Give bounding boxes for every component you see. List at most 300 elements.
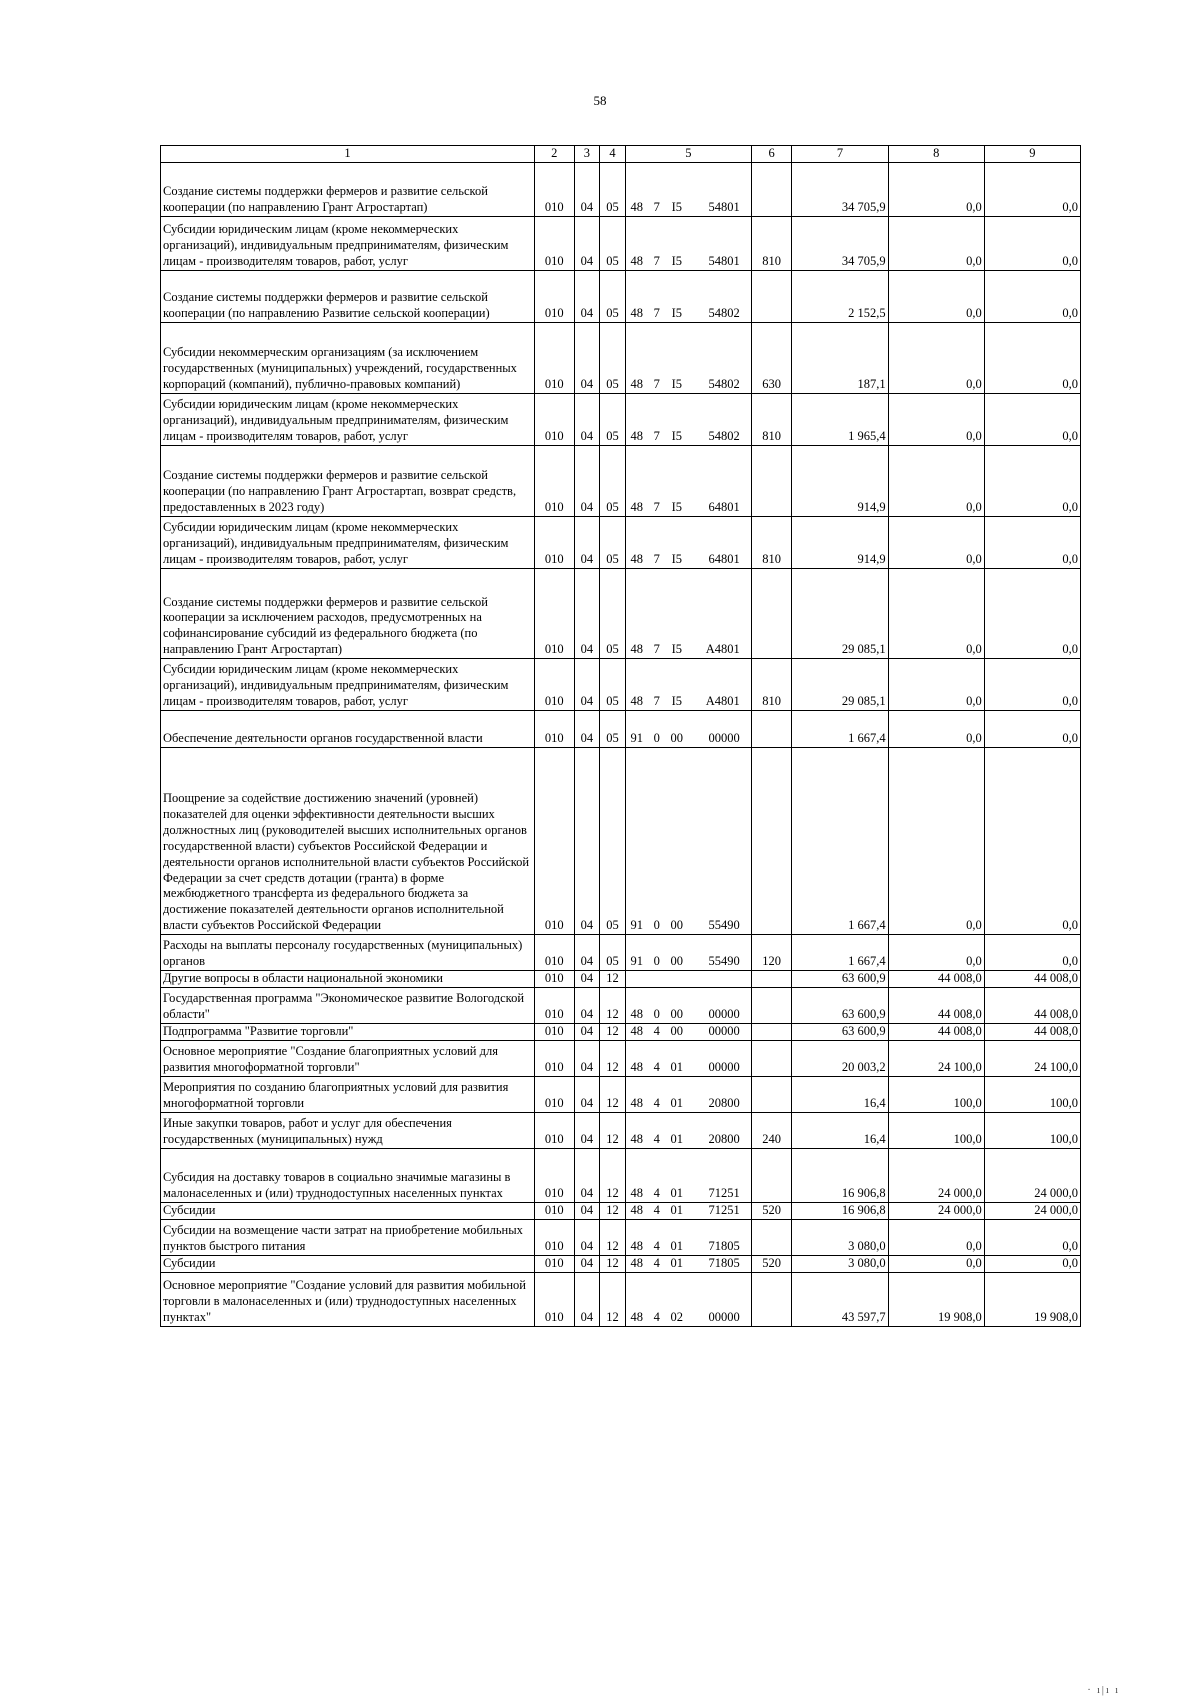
row-col-2: 010 — [534, 1273, 574, 1327]
row-col-7: 43 597,7 — [792, 1273, 888, 1327]
event-code: 01 — [670, 1096, 684, 1111]
target-article-code — [626, 1024, 751, 1040]
subprogram-code: 7 — [653, 254, 660, 269]
row-col-5 — [625, 1203, 751, 1220]
row-col-8: 44 008,0 — [888, 1024, 984, 1041]
row-col-2: 010 — [534, 1077, 574, 1113]
row-name: Создание системы поддержки фермеров и развитие сельской кооперации (по направлению Грант Агростартап, возврат средств, предоставленных в 2023 году) — [161, 446, 535, 517]
row-col-9: 0,0 — [984, 569, 1080, 659]
event-code: 00 — [670, 1024, 684, 1039]
target-article-code — [626, 552, 751, 568]
table-row — [161, 394, 1081, 446]
row-col-5 — [625, 971, 751, 988]
row-col-2: 010 — [534, 1220, 574, 1256]
row-col-5 — [625, 1220, 751, 1256]
direction-code: A4801 — [705, 642, 740, 657]
direction-code: 00000 — [708, 1060, 740, 1075]
target-article-code — [626, 377, 751, 393]
row-col-9: 0,0 — [984, 659, 1080, 711]
row-name: Субсидия на доставку товаров в социально значимые магазины в малонаселенных и (или) труднодоступных населенных пунктах — [161, 1149, 535, 1203]
row-col-7: 16 906,8 — [792, 1203, 888, 1220]
row-col-6: 240 — [751, 1113, 792, 1149]
row-col-4: 05 — [600, 569, 626, 659]
row-col-8: 0,0 — [888, 323, 984, 394]
row-col-8: 0,0 — [888, 394, 984, 446]
row-name: Основное мероприятие "Создание благоприятных условий для развития многоформатной торговли" — [161, 1041, 535, 1077]
table-row — [161, 1113, 1081, 1149]
row-col-3: 04 — [574, 659, 600, 711]
table-body — [161, 146, 1081, 1327]
event-code: 00 — [670, 1007, 684, 1022]
row-col-7: 914,9 — [792, 517, 888, 569]
target-article-code — [626, 954, 751, 970]
event-code: I5 — [671, 377, 682, 392]
row-col-3: 04 — [574, 1077, 600, 1113]
row-name: Субсидии — [161, 1203, 535, 1220]
event-code: 00 — [670, 954, 684, 969]
subprogram-code: 0 — [653, 1007, 660, 1022]
table-row — [161, 971, 1081, 988]
header-cell-3: 3 — [574, 146, 600, 163]
target-article-code — [626, 1132, 751, 1148]
row-col-9: 44 008,0 — [984, 971, 1080, 988]
direction-code: A4801 — [705, 694, 740, 709]
row-col-6 — [751, 971, 792, 988]
row-col-9: 0,0 — [984, 217, 1080, 271]
direction-code: 71805 — [708, 1239, 740, 1254]
direction-code: 54802 — [708, 429, 740, 444]
event-code: I5 — [671, 200, 682, 215]
row-col-8: 0,0 — [888, 569, 984, 659]
row-col-6: 630 — [751, 323, 792, 394]
table-row — [161, 748, 1081, 935]
program-code: 48 — [630, 429, 644, 444]
direction-code: 20800 — [708, 1096, 740, 1111]
row-name: Основное мероприятие "Создание условий для развития мобильной торговли в малонаселенных и (или) труднодоступных населенных пунктах" — [161, 1273, 535, 1327]
row-col-2: 010 — [534, 271, 574, 323]
row-col-9: 19 908,0 — [984, 1273, 1080, 1327]
subprogram-code: 7 — [653, 552, 660, 567]
direction-code: 55490 — [708, 954, 740, 969]
row-col-7: 3 080,0 — [792, 1220, 888, 1256]
row-col-5 — [625, 1041, 751, 1077]
row-col-6 — [751, 271, 792, 323]
row-col-3: 04 — [574, 988, 600, 1024]
program-code: 48 — [630, 1310, 644, 1325]
row-col-8: 44 008,0 — [888, 988, 984, 1024]
row-col-6 — [751, 1273, 792, 1327]
program-code: 48 — [630, 1024, 644, 1039]
event-code: I5 — [671, 306, 682, 321]
row-col-3: 04 — [574, 163, 600, 217]
row-name: Государственная программа "Экономическое развитие Вологодской области" — [161, 988, 535, 1024]
row-col-8: 0,0 — [888, 1256, 984, 1273]
row-col-5 — [625, 1149, 751, 1203]
direction-code: 64801 — [708, 552, 740, 567]
table-row — [161, 1203, 1081, 1220]
row-col-2: 010 — [534, 748, 574, 935]
target-article-code — [626, 500, 751, 516]
row-col-6: 520 — [751, 1256, 792, 1273]
direction-code: 00000 — [708, 731, 740, 746]
row-col-9: 24 000,0 — [984, 1149, 1080, 1203]
table-row — [161, 163, 1081, 217]
header-cell-2: 2 — [534, 146, 574, 163]
row-col-4: 12 — [600, 1041, 626, 1077]
row-col-3: 04 — [574, 394, 600, 446]
program-code: 48 — [630, 1060, 644, 1075]
row-col-2: 010 — [534, 1113, 574, 1149]
row-col-8: 0,0 — [888, 1220, 984, 1256]
row-col-5 — [625, 217, 751, 271]
row-col-6 — [751, 446, 792, 517]
row-col-6 — [751, 1024, 792, 1041]
row-col-5 — [625, 517, 751, 569]
row-col-9: 44 008,0 — [984, 1024, 1080, 1041]
subprogram-code: 4 — [653, 1256, 660, 1271]
program-code: 48 — [630, 306, 644, 321]
row-col-5 — [625, 748, 751, 935]
row-name: Субсидии юридическим лицам (кроме некоммерческих организаций), индивидуальным предпринимателям, физическим лицам - производителям товаров, работ, услуг — [161, 659, 535, 711]
row-col-6: 810 — [751, 659, 792, 711]
program-code: 91 — [630, 954, 644, 969]
row-col-3: 04 — [574, 569, 600, 659]
row-col-2: 010 — [534, 323, 574, 394]
row-col-2: 010 — [534, 711, 574, 748]
table-row — [161, 1149, 1081, 1203]
row-col-4: 05 — [600, 217, 626, 271]
target-article-code — [626, 642, 751, 658]
direction-code: 00000 — [708, 1310, 740, 1325]
table-row — [161, 1077, 1081, 1113]
direction-code: 54801 — [708, 254, 740, 269]
row-col-5 — [625, 935, 751, 971]
subprogram-code: 7 — [653, 306, 660, 321]
row-col-5 — [625, 446, 751, 517]
program-code: 48 — [630, 1007, 644, 1022]
row-col-8: 24 000,0 — [888, 1149, 984, 1203]
program-code: 48 — [630, 377, 644, 392]
table-row — [161, 711, 1081, 748]
table-row — [161, 988, 1081, 1024]
row-col-5 — [625, 1273, 751, 1327]
target-article-code — [626, 694, 751, 710]
direction-code: 20800 — [708, 1132, 740, 1147]
row-col-2: 010 — [534, 988, 574, 1024]
row-col-4: 12 — [600, 1024, 626, 1041]
row-col-2: 010 — [534, 659, 574, 711]
row-col-7: 1 667,4 — [792, 748, 888, 935]
event-code: I5 — [671, 500, 682, 515]
row-col-7: 63 600,9 — [792, 971, 888, 988]
program-code: 48 — [630, 200, 644, 215]
row-col-3: 04 — [574, 1220, 600, 1256]
header-cell-6: 6 — [751, 146, 792, 163]
row-name: Субсидии — [161, 1256, 535, 1273]
program-code: 91 — [630, 731, 644, 746]
event-code: I5 — [671, 429, 682, 444]
table-row — [161, 323, 1081, 394]
row-col-3: 04 — [574, 1203, 600, 1220]
event-code: 00 — [670, 918, 684, 933]
event-code: 01 — [670, 1186, 684, 1201]
direction-code: 00000 — [708, 1024, 740, 1039]
subprogram-code: 4 — [653, 1024, 660, 1039]
row-col-9: 0,0 — [984, 517, 1080, 569]
row-col-3: 04 — [574, 1273, 600, 1327]
row-col-2: 010 — [534, 517, 574, 569]
target-article-code — [626, 731, 751, 747]
row-col-2: 010 — [534, 1024, 574, 1041]
row-col-5 — [625, 569, 751, 659]
row-col-4: 05 — [600, 446, 626, 517]
subprogram-code: 7 — [653, 500, 660, 515]
row-name: Мероприятия по созданию благоприятных условий для развития многоформатной торговли — [161, 1077, 535, 1113]
target-article-code — [626, 254, 751, 270]
row-name: Субсидии юридическим лицам (кроме некоммерческих организаций), индивидуальным предпринимателям, физическим лицам - производителям товаров, работ, услуг — [161, 517, 535, 569]
row-col-4: 05 — [600, 935, 626, 971]
subprogram-code: 4 — [653, 1310, 660, 1325]
row-col-4: 12 — [600, 1077, 626, 1113]
row-col-7: 16,4 — [792, 1113, 888, 1149]
subprogram-code: 0 — [653, 954, 660, 969]
row-col-2: 010 — [534, 163, 574, 217]
header-cell-5: 5 — [625, 146, 751, 163]
subprogram-code: 0 — [653, 731, 660, 746]
row-col-7: 20 003,2 — [792, 1041, 888, 1077]
subprogram-code: 4 — [653, 1186, 660, 1201]
subprogram-code: 4 — [653, 1060, 660, 1075]
row-col-8: 0,0 — [888, 446, 984, 517]
target-article-code — [626, 1096, 751, 1112]
program-code: 48 — [630, 254, 644, 269]
row-col-7: 16,4 — [792, 1077, 888, 1113]
row-name: Создание системы поддержки фермеров и развитие сельской кооперации (по направлению Развитие сельской кооперации) — [161, 271, 535, 323]
row-col-7: 63 600,9 — [792, 1024, 888, 1041]
target-article-code — [626, 1186, 751, 1202]
row-col-5 — [625, 1256, 751, 1273]
row-col-5 — [625, 163, 751, 217]
subprogram-code: 4 — [653, 1239, 660, 1254]
target-article-code — [626, 306, 751, 322]
row-col-7: 2 152,5 — [792, 271, 888, 323]
table-row — [161, 1041, 1081, 1077]
row-col-6 — [751, 163, 792, 217]
row-col-4: 05 — [600, 271, 626, 323]
row-col-6: 810 — [751, 517, 792, 569]
row-col-8: 0,0 — [888, 659, 984, 711]
row-col-4: 12 — [600, 1220, 626, 1256]
row-col-4: 05 — [600, 711, 626, 748]
program-code: 91 — [630, 918, 644, 933]
subprogram-code: 4 — [653, 1132, 660, 1147]
row-name: Создание системы поддержки фермеров и развитие сельской кооперации за исключением расходов, предусмотренных на софинансирование субсидий из федерального бюджета (по направлению Грант Агростартап) — [161, 569, 535, 659]
row-col-9: 0,0 — [984, 935, 1080, 971]
direction-code: 55490 — [708, 918, 740, 933]
program-code: 48 — [630, 642, 644, 657]
subprogram-code: 7 — [653, 377, 660, 392]
row-col-2: 010 — [534, 935, 574, 971]
subprogram-code: 7 — [653, 694, 660, 709]
row-col-5 — [625, 1024, 751, 1041]
row-col-4: 05 — [600, 748, 626, 935]
row-col-3: 04 — [574, 517, 600, 569]
row-col-7: 914,9 — [792, 446, 888, 517]
header-cell-8: 8 — [888, 146, 984, 163]
target-article-code — [626, 1239, 751, 1255]
row-col-2: 010 — [534, 1203, 574, 1220]
row-col-8: 0,0 — [888, 935, 984, 971]
target-article-code — [626, 918, 751, 934]
row-col-9: 0,0 — [984, 271, 1080, 323]
row-col-4: 12 — [600, 1149, 626, 1203]
program-code: 48 — [630, 1096, 644, 1111]
row-col-8: 0,0 — [888, 711, 984, 748]
row-col-4: 12 — [600, 1113, 626, 1149]
direction-code: 71805 — [708, 1256, 740, 1271]
event-code: I5 — [671, 552, 682, 567]
subprogram-code: 0 — [653, 918, 660, 933]
row-col-2: 010 — [534, 1256, 574, 1273]
row-col-6: 810 — [751, 217, 792, 271]
row-col-7: 3 080,0 — [792, 1256, 888, 1273]
header-row — [161, 146, 1081, 163]
program-code: 48 — [630, 500, 644, 515]
header-cell-7: 7 — [792, 146, 888, 163]
row-col-6: 810 — [751, 394, 792, 446]
row-col-6: 520 — [751, 1203, 792, 1220]
row-col-5 — [625, 271, 751, 323]
row-col-6 — [751, 988, 792, 1024]
row-col-8: 100,0 — [888, 1113, 984, 1149]
row-col-3: 04 — [574, 1256, 600, 1273]
target-article-code — [626, 1060, 751, 1076]
row-col-2: 010 — [534, 1149, 574, 1203]
table-row — [161, 659, 1081, 711]
row-col-8: 19 908,0 — [888, 1273, 984, 1327]
row-col-5 — [625, 711, 751, 748]
row-name: Субсидии некоммерческим организациям (за исключением государственных (муниципальных) учреждений, государственных корпораций (компаний), публично-правовых компаний) — [161, 323, 535, 394]
event-code: I5 — [671, 254, 682, 269]
table-row — [161, 1220, 1081, 1256]
row-col-7: 34 705,9 — [792, 217, 888, 271]
row-col-2: 010 — [534, 217, 574, 271]
row-col-2: 010 — [534, 569, 574, 659]
event-code: 01 — [670, 1239, 684, 1254]
row-col-5 — [625, 1077, 751, 1113]
row-col-5 — [625, 988, 751, 1024]
row-col-4: 12 — [600, 1256, 626, 1273]
direction-code: 71251 — [708, 1186, 740, 1201]
row-col-6 — [751, 1077, 792, 1113]
direction-code: 54802 — [708, 377, 740, 392]
row-col-4: 12 — [600, 971, 626, 988]
row-col-6 — [751, 711, 792, 748]
row-col-2: 010 — [534, 1041, 574, 1077]
direction-code: 54802 — [708, 306, 740, 321]
header-cell-9: 9 — [984, 146, 1080, 163]
row-col-4: 12 — [600, 988, 626, 1024]
row-col-2: 010 — [534, 446, 574, 517]
row-col-9: 0,0 — [984, 163, 1080, 217]
row-col-3: 04 — [574, 1041, 600, 1077]
row-col-9: 100,0 — [984, 1113, 1080, 1149]
header-cell-1: 1 — [161, 146, 535, 163]
row-col-4: 05 — [600, 394, 626, 446]
row-name: Обеспечение деятельности органов государственной власти — [161, 711, 535, 748]
scan-artifact: · ı|ı ı — [1087, 1685, 1120, 1696]
row-col-3: 04 — [574, 271, 600, 323]
budget-table — [160, 145, 1081, 1327]
program-code: 48 — [630, 1186, 644, 1201]
row-col-2: 010 — [534, 394, 574, 446]
row-col-8: 0,0 — [888, 517, 984, 569]
target-article-code — [626, 1310, 751, 1326]
subprogram-code: 4 — [653, 1203, 660, 1218]
row-col-3: 04 — [574, 971, 600, 988]
row-col-8: 24 000,0 — [888, 1203, 984, 1220]
row-name: Создание системы поддержки фермеров и развитие сельской кооперации (по направлению Грант Агростартап) — [161, 163, 535, 217]
row-col-8: 0,0 — [888, 748, 984, 935]
table-row — [161, 569, 1081, 659]
row-col-9: 100,0 — [984, 1077, 1080, 1113]
target-article-code — [626, 200, 751, 216]
row-col-4: 12 — [600, 1203, 626, 1220]
row-col-4: 05 — [600, 659, 626, 711]
row-col-9: 0,0 — [984, 323, 1080, 394]
row-col-4: 05 — [600, 323, 626, 394]
table-row — [161, 1024, 1081, 1041]
event-code: 01 — [670, 1132, 684, 1147]
event-code: I5 — [671, 642, 682, 657]
direction-code: 71251 — [708, 1203, 740, 1218]
row-name: Другие вопросы в области национальной экономики — [161, 971, 535, 988]
row-col-3: 04 — [574, 1113, 600, 1149]
program-code: 48 — [630, 1132, 644, 1147]
event-code: 01 — [670, 1203, 684, 1218]
row-col-9: 24 100,0 — [984, 1041, 1080, 1077]
row-col-7: 1 667,4 — [792, 711, 888, 748]
row-col-7: 1 965,4 — [792, 394, 888, 446]
row-col-6: 120 — [751, 935, 792, 971]
table-row — [161, 935, 1081, 971]
row-col-9: 0,0 — [984, 1220, 1080, 1256]
row-col-8: 0,0 — [888, 217, 984, 271]
header-cell-4: 4 — [600, 146, 626, 163]
row-name: Субсидии юридическим лицам (кроме некоммерческих организаций), индивидуальным предпринимателям, физическим лицам - производителям товаров, работ, услуг — [161, 394, 535, 446]
row-col-8: 0,0 — [888, 271, 984, 323]
table-row — [161, 271, 1081, 323]
row-col-3: 04 — [574, 711, 600, 748]
event-code: 02 — [670, 1310, 684, 1325]
table-row — [161, 1273, 1081, 1327]
row-col-9: 0,0 — [984, 748, 1080, 935]
subprogram-code: 4 — [653, 1096, 660, 1111]
row-col-9: 24 000,0 — [984, 1203, 1080, 1220]
row-col-6 — [751, 569, 792, 659]
row-col-4: 05 — [600, 517, 626, 569]
target-article-code — [626, 1203, 751, 1219]
row-col-7: 16 906,8 — [792, 1149, 888, 1203]
row-col-8: 24 100,0 — [888, 1041, 984, 1077]
row-col-7: 1 667,4 — [792, 935, 888, 971]
row-col-8: 0,0 — [888, 163, 984, 217]
row-col-3: 04 — [574, 446, 600, 517]
event-code: I5 — [671, 694, 682, 709]
target-article-code — [626, 429, 751, 445]
program-code: 48 — [630, 1256, 644, 1271]
table-row — [161, 217, 1081, 271]
